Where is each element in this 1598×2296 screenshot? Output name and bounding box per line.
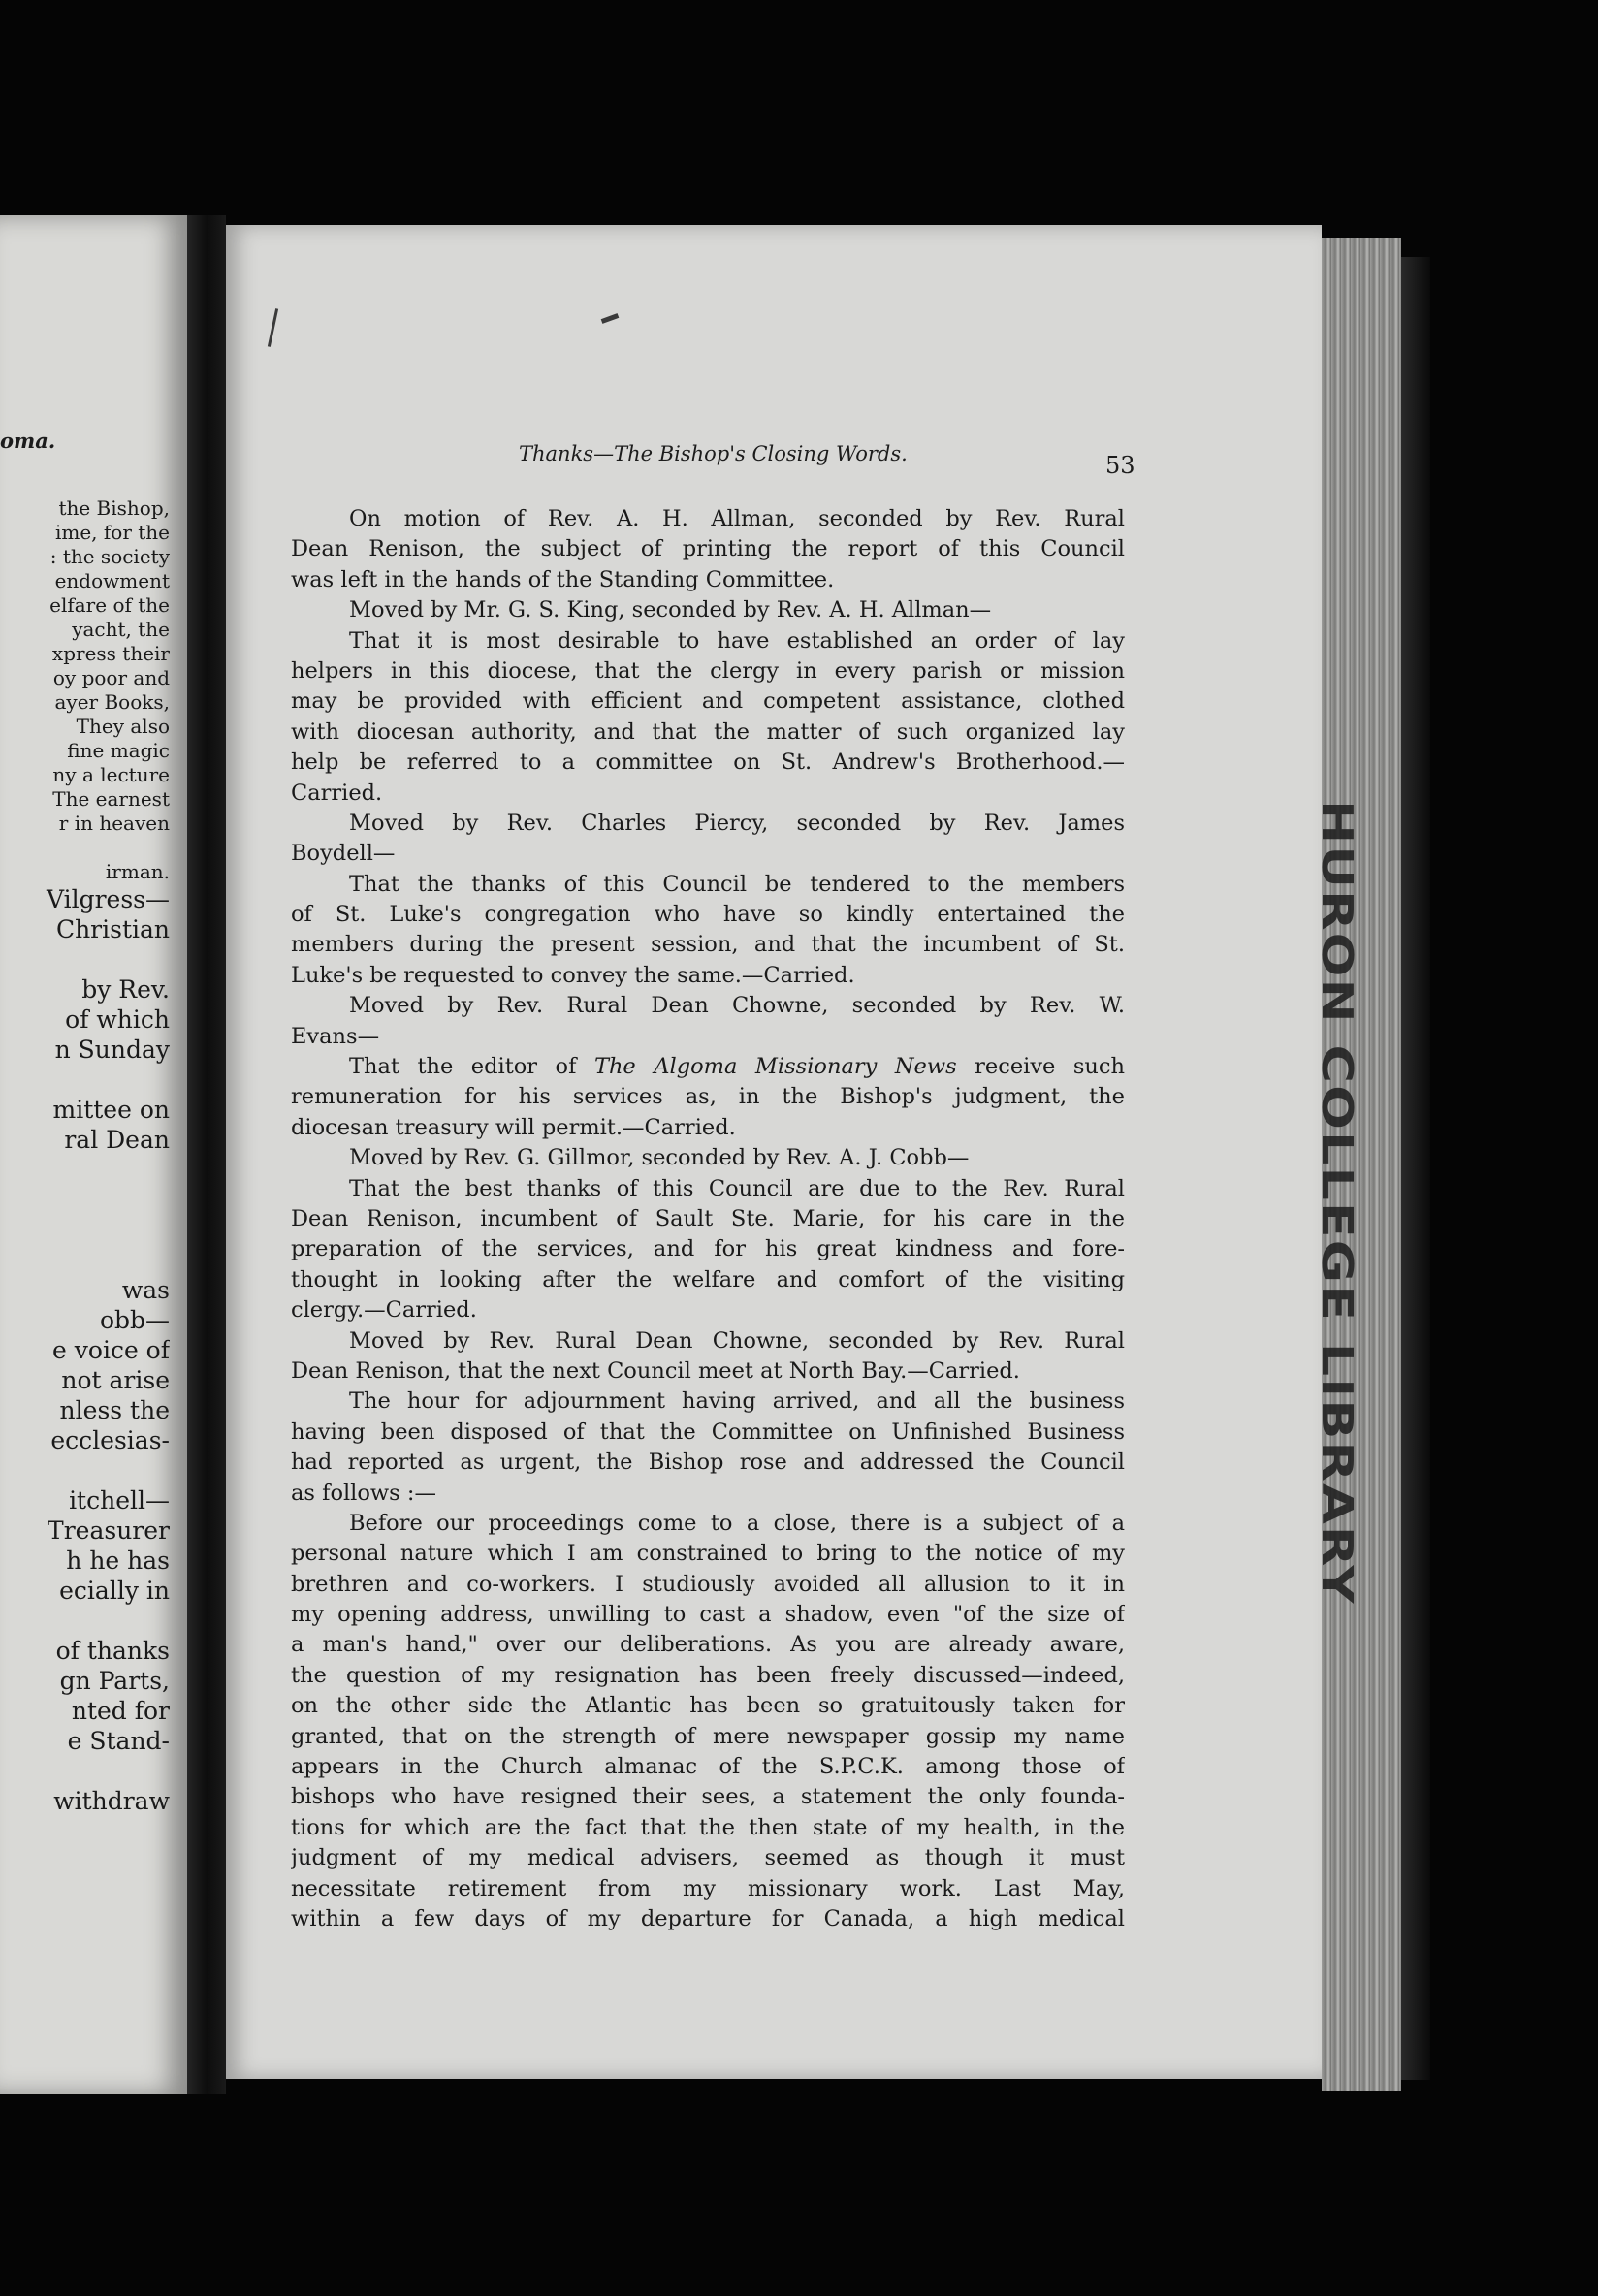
left-text-line: [0, 1455, 170, 1485]
left-text-line: : the society: [49, 545, 170, 568]
left-text-line: e Stand-: [67, 1727, 170, 1755]
left-text-line: elfare of the: [49, 593, 170, 617]
body-text-fragment: receive such: [956, 1054, 1125, 1080]
body-text-line: appears in the Church almanac of the S.P.C.K. among those of: [291, 1754, 1125, 1780]
left-text-line: irman.: [105, 860, 170, 883]
left-text-line: [0, 1756, 170, 1786]
left-text-line: [0, 1215, 170, 1245]
body-text-line: help be referred to a committee on St. Andrew's Brotherhood.—: [291, 749, 1125, 776]
left-text-line: nted for: [71, 1697, 170, 1725]
body-text-line: Luke's be requested to convey the same.—Carried.: [291, 962, 855, 988]
body-text-line: was left in the hands of the Standing Committee.: [291, 566, 835, 592]
body-text-line: my opening address, unwilling to cast a shadow, even "of the size of: [291, 1602, 1125, 1628]
left-page: [0, 215, 187, 2094]
body-text-line: brethren and co-workers. I studiously avoided all allusion to it in: [291, 1571, 1125, 1597]
left-text-line: [0, 836, 170, 860]
left-text-line: was: [121, 1276, 170, 1304]
left-text-line: ayer Books,: [54, 690, 170, 714]
body-text-line: within a few days of my departure for Canada, a high medical: [291, 1905, 1125, 1931]
left-text-line: Treasurer: [48, 1516, 170, 1545]
body-text-line: bishops who have resigned their sees, a statement the only founda-: [291, 1784, 1125, 1810]
left-text-line: gn Parts,: [59, 1667, 170, 1695]
left-text-line: yacht, the: [72, 618, 170, 641]
body-text-line: Moved by Rev. G. Gillmor, seconded by Rev. A. J. Cobb—: [349, 1145, 970, 1171]
left-text-line: of which: [65, 1005, 170, 1034]
body-text-line: The hour for adjournment having arrived, and all the business: [349, 1388, 1125, 1415]
left-text-line: n Sunday: [54, 1036, 170, 1064]
left-text-line: The earnest: [52, 787, 170, 811]
body-text-line: had reported as urgent, the Bishop rose and addressed the Council: [291, 1450, 1125, 1476]
body-text-line: Moved by Rev. Rural Dean Chowne, seconded by Rev. Rural: [349, 1327, 1125, 1354]
left-text-line: ral Dean: [64, 1126, 170, 1154]
body-text-line: Before our proceedings come to a close, there is a subject of a: [349, 1510, 1125, 1536]
left-text-line: withdraw: [53, 1787, 170, 1815]
left-text-line: Vilgress—: [46, 885, 170, 913]
body-text-line: Boydell—: [291, 841, 396, 867]
left-text-line: fine magic: [67, 739, 170, 762]
body-text-line: with diocesan authority, and that the matter of such organized lay: [291, 718, 1125, 745]
body-text-line: That the best thanks of this Council are due to the Rev. Rural: [349, 1175, 1125, 1201]
left-text-line: the Bishop,: [58, 496, 170, 520]
publication-title: The Algoma Missionary News: [593, 1054, 957, 1080]
body-text-line: thought in looking after the welfare and comfort of the visiting: [291, 1266, 1125, 1292]
left-page-text: [0, 496, 170, 1816]
left-text-line: nless the: [59, 1396, 170, 1424]
body-text: [291, 504, 1125, 1934]
body-text-line: That it is most desirable to have established an order of lay: [349, 627, 1125, 654]
left-text-line: Christian: [55, 915, 170, 943]
body-text-line: Dean Renison, incumbent of Sault Ste. Marie, for his care in the: [291, 1205, 1125, 1231]
body-text-line: the question of my resignation has been freely discussed—indeed,: [291, 1662, 1125, 1688]
body-text-line: Moved by Rev. Rural Dean Chowne, seconded by Rev. W.: [349, 993, 1125, 1019]
body-text-line: diocesan treasury will permit.—Carried.: [291, 1114, 736, 1140]
library-stamp: HURON COLLEGE LIBRARY: [1312, 800, 1361, 1606]
body-text-line: as follows :—: [291, 1480, 436, 1506]
body-text-line: That the thanks of this Council be tendered to the members: [349, 871, 1125, 897]
body-text-line: tions for which are the fact that the then state of my health, in the: [291, 1814, 1125, 1840]
body-text-line: Moved by Mr. G. S. King, seconded by Rev. A. H. Allman—: [349, 597, 992, 623]
body-text-line: clergy.—Carried.: [291, 1297, 477, 1323]
book-gutter: [187, 215, 226, 2094]
page-number: 53: [1105, 452, 1135, 479]
left-text-line: by Rev.: [81, 975, 170, 1004]
left-text-line: [0, 1065, 170, 1095]
left-text-line: [0, 1185, 170, 1215]
left-text-line: mittee on: [52, 1096, 170, 1124]
body-text-line: preparation of the services, and for his great kindness and fore-: [291, 1236, 1125, 1262]
left-text-line: obb—: [99, 1306, 170, 1334]
body-text-fragment: That the editor of: [349, 1054, 594, 1080]
left-text-line: [0, 1606, 170, 1636]
left-text-line: e voice of: [52, 1336, 170, 1364]
running-head: Thanks—The Bishop's Closing Words.: [519, 442, 908, 465]
body-text-line: having been disposed of that the Committee on Unfinished Business: [291, 1419, 1125, 1445]
left-text-line: [0, 944, 170, 974]
body-text-line: granted, that on the strength of mere newspaper gossip my name: [291, 1723, 1125, 1749]
left-text-line: h he has: [66, 1547, 170, 1575]
body-text-line: [291, 1052, 1125, 1082]
body-text-line: judgment of my medical advisers, seemed as though it must: [291, 1845, 1125, 1871]
body-text-line: helpers in this diocese, that the clergy in every parish or mission: [291, 657, 1125, 684]
left-text-line: oy poor and: [52, 666, 170, 689]
left-text-line: r in heaven: [58, 812, 170, 835]
body-text-line: Carried.: [291, 780, 383, 806]
body-text-line: on the other side the Atlantic has been so gratuitously taken for: [291, 1693, 1125, 1719]
body-text-line: a man's hand," over our deliberations. As you are already aware,: [291, 1632, 1125, 1658]
left-text-line: of thanks: [55, 1637, 170, 1665]
body-text-line: may be provided with efficient and competent assistance, clothed: [291, 688, 1125, 715]
left-text-line: ecially in: [59, 1577, 170, 1605]
left-running-head: oma.: [0, 429, 56, 453]
left-text-line: not arise: [61, 1366, 170, 1394]
body-text-line: Dean Renison, the subject of printing the report of this Council: [291, 536, 1125, 562]
left-text-line: ime, for the: [54, 521, 170, 544]
body-text-line: personal nature which I am constrained to bring to the notice of my: [291, 1541, 1125, 1567]
left-text-line: itchell—: [69, 1486, 170, 1515]
left-text-line: endowment: [54, 569, 170, 592]
body-text-line: necessitate retirement from my missionary work. Last May,: [291, 1875, 1125, 1901]
left-text-line: [0, 1245, 170, 1275]
left-text-line: They also: [76, 715, 170, 738]
left-text-line: ecclesias-: [50, 1426, 170, 1454]
body-text-line: Dean Renison, that the next Council meet at North Bay.—Carried.: [291, 1357, 1020, 1384]
left-text-line: [0, 1155, 170, 1185]
body-text-line: Moved by Rev. Charles Piercy, seconded by Rev. James: [349, 810, 1125, 836]
body-text-line: Evans—: [291, 1023, 380, 1049]
body-text-line: remuneration for his services as, in the Bishop's judgment, the: [291, 1084, 1125, 1110]
left-text-line: ny a lecture: [52, 763, 170, 786]
body-text-line: of St. Luke's congregation who have so kindly entertained the: [291, 902, 1125, 928]
left-text-line: xpress their: [51, 642, 170, 665]
body-text-line: On motion of Rev. A. H. Allman, seconded by Rev. Rural: [349, 506, 1125, 531]
body-text-line: members during the present session, and that the incumbent of St.: [291, 932, 1125, 958]
